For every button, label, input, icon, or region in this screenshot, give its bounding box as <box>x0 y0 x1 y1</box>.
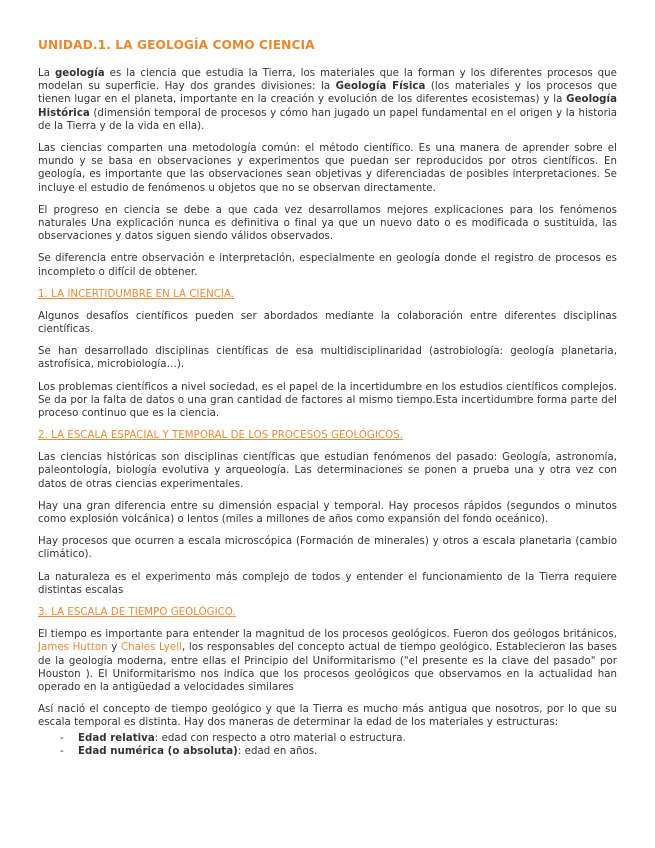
section-2-paragraph-4: La naturaleza es el experimento más complejo de todos y entender el funcionamiento de la Tierra requiere distintas escalas <box>38 571 617 596</box>
text-span: El tiempo es importante para entender la magnitud de los procesos geológicos. Fueron dos geólogos británicos, <box>38 629 617 641</box>
term-geologia: geología <box>54 68 105 79</box>
text-span: (los materiales y los procesos que tienen lugar en el planeta, importante en la creación y evolución de los diferentes ecosistemas) y la <box>38 81 618 106</box>
section-3-paragraph-2: Así nació el concepto de tiempo geológico y que la Tierra es mucho más antigua que nosotros, por lo que su escala temporal es distinta. Hay dos maneras de determinar la edad de los materiales y estructuras: <box>38 704 617 729</box>
list-item-desc: : edad con respecto a otro material o estructura. <box>154 732 406 744</box>
intro-paragraph-3: El progreso en ciencia se debe a que cada vez desarrollamos mejores explicaciones para los fenómenos naturales Una explicación nunca es definitiva o final ya que un nuevo dato o es modificada o sustituida, las observaciones y datos siguen siendo válidos observados. <box>38 204 617 243</box>
intro-paragraph-1 <box>38 67 617 133</box>
intro-paragraph-2: Las ciencias comparten una metodología común: el método científico. Es una manera de aprender sobre el mundo y se basa en observaciones y experimentos que puedan ser reproducidos por otros científicos. En geología, es importante que las observaciones sean objetivas y diferenciadas de posibles interpretaciones. Se incluye el estudio de fenómenos u objetos que no se observan directamente. <box>38 143 617 194</box>
text-span: , los responsables del concepto actual de tiempo geológico. Establecieron las bases de la geología moderna, entre ellas el Principio del Uniformitarismo ("el presente es la clave del pasado" por Houston ). El Uniformitarismo nos indica que los procesos geológicos que observamos en la actualidad han operado en la antigüedad a velocidades similares <box>38 642 617 693</box>
document-page <box>38 38 617 758</box>
term-edad-numerica: Edad numérica (o absoluta) <box>78 745 238 757</box>
text-span: y <box>107 642 121 654</box>
age-types-list <box>38 732 617 758</box>
text-span: La <box>38 68 55 79</box>
section-1-paragraph-1: Algunos desafíos científicos pueden ser abordados mediante la colaboración entre diferentes disciplinas científicas. <box>38 310 617 336</box>
term-geologia-historica: Geología Histórica <box>38 94 617 119</box>
list-item-desc: : edad en años. <box>237 745 318 757</box>
section-3-heading: 3. LA ESCALA DE TIEMPO GEOLÓGICO. <box>38 607 236 619</box>
section-3-paragraph-1 <box>38 628 617 694</box>
list-item <box>60 745 617 758</box>
name-chales-lyell: Chales Lyell <box>120 642 182 654</box>
text-span: (dimensión temporal de procesos y cómo han jugado un papel fundamental en el origen y la historia de la Tierra y de la vida en ella). <box>38 107 617 132</box>
page-title: UNIDAD.1. LA GEOLOGÍA COMO CIENCIA <box>38 38 315 52</box>
section-1-paragraph-3: Los problemas científicos a nivel sociedad, es el papel de la incertidumbre en los estudios científicos complejos. Se da por la falta de datos o una gran cantidad de factores al mismo tiempo.Esta incertidumbre forma parte del proceso continuo que es la ciencia. <box>38 381 617 420</box>
term-edad-relativa: Edad relativa <box>78 732 155 744</box>
term-geologia-fisica: Geología Física <box>335 81 426 93</box>
section-2-heading: 2. LA ESCALA ESPACIAL Y TEMPORAL DE LOS PROCESOS GEOLÓGICOS. <box>38 430 403 442</box>
intro-paragraph-4: Se diferencia entre observación e interpretación, especialmente en geología donde el registro de procesos es incompleto o difícil de obtener. <box>38 253 617 278</box>
text-span: es la ciencia que estudia la Tierra, los materiales que la forman y los diferentes procesos que modelan su superficie. Hay dos grandes divisiones: la <box>38 68 617 93</box>
section-1-paragraph-2: Se han desarrollado disciplinas científicas de esa multidisciplinaridad (astrobiología: geología planetaria, astrofísica, microbiología…). <box>38 346 617 371</box>
section-1-heading: 1. LA INCERTIDUMBRE EN LA CIENCIA. <box>38 288 235 300</box>
list-item <box>60 732 617 745</box>
section-2-paragraph-1: Las ciencias históricas son disciplinas científicas que estudian fenómenos del pasado: Geología, astronomía, paleontología, biología evolutiva y arqueología. Las determinaciones se ponen a prueba una y otra vez con datos de otras ciencias experimentales. <box>38 452 617 490</box>
section-2-paragraph-3: Hay procesos que ocurren a escala microscópica (Formación de minerales) y otros a escala planetaria (cambio climático). <box>38 536 617 561</box>
name-james-hutton: James Hutton <box>38 642 108 654</box>
section-2-paragraph-2: Hay una gran diferencia entre su dimensión espacial y temporal. Hay procesos rápidos (segundos o minutos como explosión volcánica) o lentos (miles a millones de años como expansión del fondo oceánico). <box>38 500 617 526</box>
